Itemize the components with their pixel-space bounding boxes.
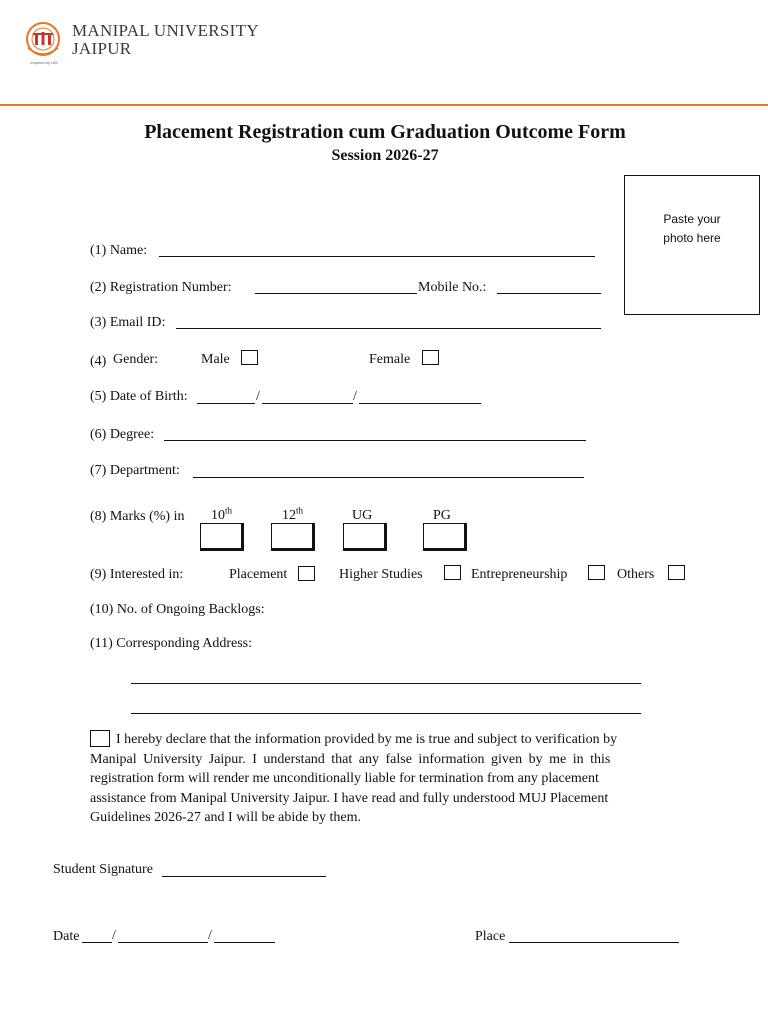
email-label: (3) Email ID:	[90, 315, 166, 330]
female-checkbox[interactable]	[422, 350, 439, 365]
dob-day-field[interactable]	[197, 403, 255, 404]
dob-month-field[interactable]	[262, 403, 353, 404]
declaration-line-1: I hereby declare that the information provided by me is true and subject to verification by	[116, 732, 618, 747]
male-checkbox[interactable]	[241, 350, 258, 365]
entrepreneurship-checkbox[interactable]	[588, 565, 605, 580]
department-label: (7) Department:	[90, 463, 180, 478]
marks-ug-label: UG	[352, 508, 373, 523]
address-label: (11) Corresponding Address:	[90, 636, 253, 651]
gender-label: Gender:	[113, 352, 159, 367]
mobile-field[interactable]	[497, 293, 601, 294]
date-month-field[interactable]	[118, 942, 208, 943]
address-line-2[interactable]	[131, 713, 641, 714]
signature-field[interactable]	[162, 876, 326, 877]
place-field[interactable]	[509, 942, 679, 943]
marks-12-text: 12	[282, 508, 296, 523]
date-day-field[interactable]	[82, 942, 112, 943]
others-label: Others	[617, 567, 655, 582]
male-label: Male	[201, 352, 230, 367]
photo-box-text-2: photo here	[663, 231, 721, 245]
entrepreneurship-label: Entrepreneurship	[471, 567, 568, 582]
dob-year-field[interactable]	[359, 403, 481, 404]
date-year-field[interactable]	[214, 942, 275, 943]
marks-12-input[interactable]	[271, 523, 315, 551]
dob-label: (5) Date of Birth:	[90, 389, 188, 404]
marks-pg-label: PG	[433, 508, 451, 523]
degree-label: (6) Degree:	[90, 427, 155, 442]
female-label: Female	[369, 352, 411, 367]
marks-10-label	[211, 507, 232, 524]
place-label: Place	[475, 929, 506, 944]
dob-separator-2: /	[353, 389, 357, 404]
name-label: (1) Name:	[90, 243, 148, 258]
declaration-text	[90, 730, 672, 828]
date-separator-2: /	[208, 928, 212, 943]
marks-ug-input[interactable]	[343, 523, 387, 551]
form-title: Placement Registration cum Graduation Outcome Form	[144, 121, 626, 143]
placement-label: Placement	[229, 567, 288, 582]
registration-label: (2) Registration Number:	[90, 280, 232, 295]
gender-number: (4)	[90, 354, 107, 369]
marks-10-suffix: th	[225, 505, 233, 516]
marks-label: (8) Marks (%) in	[90, 509, 185, 524]
photo-box-text-1: Paste your	[663, 212, 721, 226]
declaration-line-4: assistance from Manipal University Jaipur. I have read and fully understood MUJ Placement	[90, 790, 609, 806]
marks-12-label	[282, 507, 303, 524]
dob-separator-1: /	[256, 389, 260, 404]
address-line-1[interactable]	[131, 683, 641, 684]
placement-checkbox[interactable]	[298, 566, 315, 581]
signature-label: Student Signature	[53, 862, 153, 877]
photo-box[interactable]	[624, 175, 760, 315]
backlogs-label: (10) No. of Ongoing Backlogs:	[90, 602, 265, 617]
university-name	[72, 22, 259, 58]
registration-number-field[interactable]	[255, 293, 417, 294]
marks-10-input[interactable]	[200, 523, 244, 551]
session-label: Session 2026-27	[331, 147, 439, 164]
higher-studies-label: Higher Studies	[339, 567, 423, 582]
declaration-line-3: registration form will render me unconditionally liable for termination from any placement	[90, 771, 599, 786]
higher-studies-checkbox[interactable]	[444, 565, 461, 580]
declaration-line-2: Manipal University Jaipur. I understand that any false information given by me in this	[90, 751, 611, 767]
others-checkbox[interactable]	[668, 565, 685, 580]
marks-pg-input[interactable]	[423, 523, 467, 551]
marks-10-text: 10	[211, 508, 225, 523]
mobile-label: Mobile No.:	[418, 280, 487, 295]
header-divider	[0, 104, 768, 106]
date-separator-1: /	[112, 928, 116, 943]
declaration-line-5: Guidelines 2026-27 and I will be abide by them.	[90, 810, 361, 825]
email-field[interactable]	[176, 328, 601, 329]
degree-field[interactable]	[164, 440, 586, 441]
university-name-line1: MANIPAL UNIVERSITY	[72, 21, 259, 40]
university-name-line2: JAIPUR	[72, 39, 132, 58]
date-label: Date	[53, 929, 80, 944]
logo-tagline: Inspired by Life	[30, 60, 58, 65]
university-logo	[22, 18, 64, 64]
department-field[interactable]	[193, 477, 584, 478]
interested-label: (9) Interested in:	[90, 567, 184, 582]
marks-12-suffix: th	[296, 505, 304, 516]
name-field[interactable]	[159, 256, 595, 257]
